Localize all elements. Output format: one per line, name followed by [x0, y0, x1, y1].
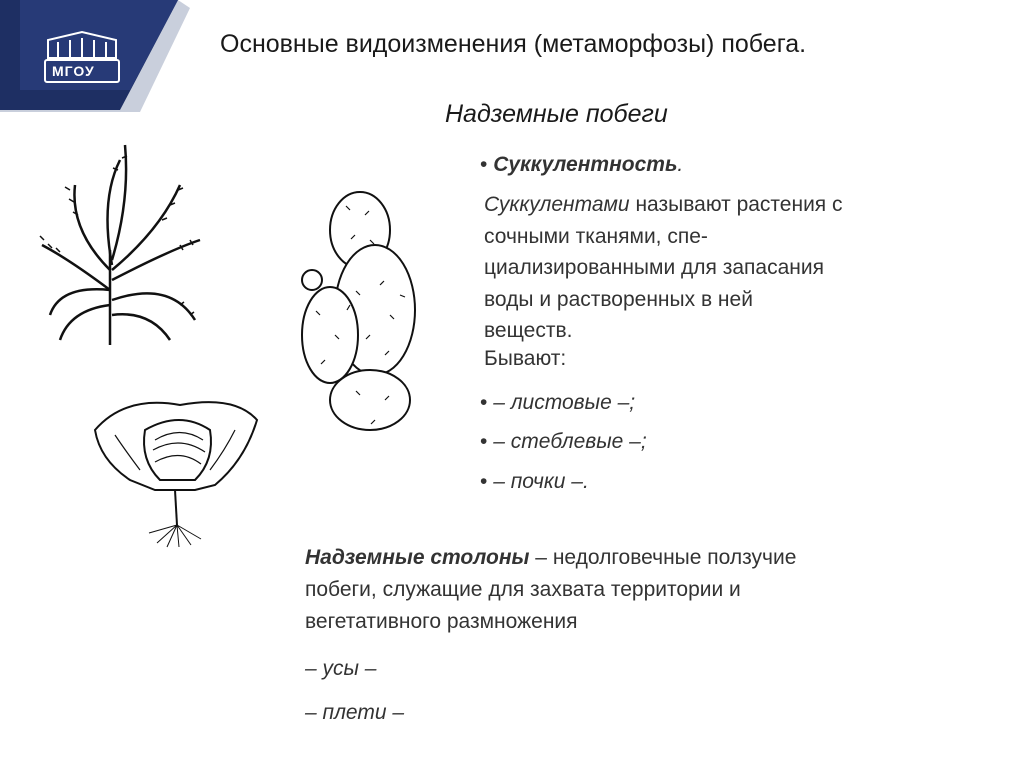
stolons-line: – недолговечные ползучие	[529, 546, 797, 569]
bullet-dot: •	[480, 153, 494, 176]
definition-line: сочными тканями, спе-	[484, 224, 708, 248]
university-logo	[0, 0, 190, 125]
definition-line: воды и растворенных в ней	[484, 287, 753, 311]
types-intro: Бывают:	[484, 347, 567, 370]
succulence-label: Суккулентность	[493, 153, 678, 176]
stolons-definition	[305, 546, 796, 642]
succulence-definition	[484, 193, 843, 351]
definition-term: Суккулентами	[484, 193, 630, 216]
succulence-bullet	[480, 153, 683, 177]
stolon-item: – усы –	[305, 657, 377, 680]
stolons-term: Надземные столоны	[305, 546, 530, 569]
list-item: • – листовые –;	[480, 391, 636, 414]
aloe-plant-icon	[30, 140, 210, 350]
cactus-plant-icon	[290, 185, 430, 435]
stolon-item: – плети –	[305, 701, 405, 724]
logo-text: МГОУ	[52, 63, 95, 79]
definition-line: циализированными для запасания	[484, 256, 824, 279]
list-item: • – стеблевые –;	[480, 430, 647, 453]
cabbage-plant-icon	[85, 390, 265, 550]
succulence-suffix: .	[677, 153, 684, 176]
stolons-line: побеги, служащие для захвата территории и	[305, 578, 741, 601]
logo-banner-icon	[0, 0, 190, 125]
section-subtitle: Надземные побеги	[445, 100, 668, 128]
stolons-line: вегетативного размножения	[305, 610, 578, 633]
definition-line: веществ.	[484, 319, 573, 342]
definition-line: называют растения с	[629, 193, 843, 216]
list-item: • – почки –.	[480, 470, 589, 493]
page-title: Основные видоизменения (метаморфозы) побега.	[220, 30, 807, 58]
